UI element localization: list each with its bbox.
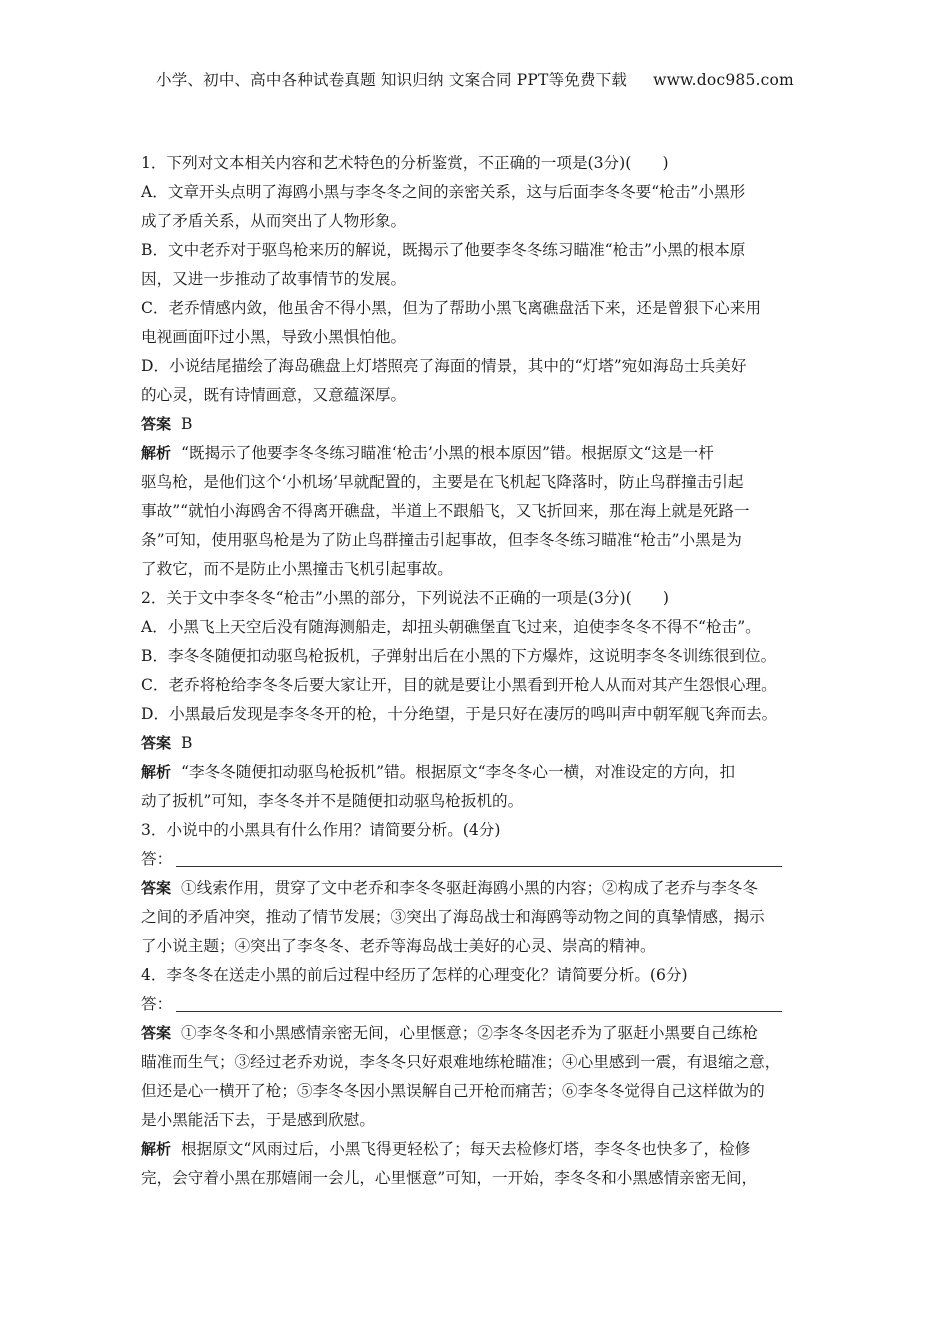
- text-line: B．李冬冬随便扣动驱鸟枪扳机，子弹射出后在小黑的下方爆炸，这说明李冬冬训练很到位。: [141, 647, 777, 665]
- text-line: C．老乔将枪给李冬冬后要大家让开，目的就是要让小黑看到开枪人从而对其产生怨恨心理。: [141, 676, 777, 694]
- text-line: 的心灵，既有诗情画意，又意蕴深厚。: [141, 386, 407, 404]
- answer-label: 答案: [141, 879, 172, 897]
- text-line: 事故”“就怕小海鸥舍不得离开礁盘，半道上不跟船飞，又飞折回来，那在海上就是死路一: [141, 502, 750, 520]
- text-line: 之间的矛盾冲突，推动了情节发展；③突出了海岛战士和海鸥等动物之间的真挚情感，揭示: [141, 908, 765, 926]
- answer-line: [141, 410, 821, 439]
- answer-blank-line: [141, 990, 821, 1019]
- text-line: C．老乔情感内敛，他虽舍不得小黑，但为了帮助小黑飞离礁盘活下来，还是曾狠下心来用: [141, 299, 762, 317]
- answer-value: ①李冬冬和小黑感情亲密无间，心里惬意；②李冬冬因老乔为了驱赶小黑要自己练枪: [181, 1024, 758, 1042]
- text-line: 电视画面吓过小黑，导致小黑惧怕他。: [141, 328, 407, 346]
- analysis-text: “既揭示了他要李冬冬练习瞄准‘枪击’小黑的根本原因”错。根据原文“这是一杆: [181, 444, 714, 462]
- text-line: 动了扳机”可知，李冬冬并不是随便扣动驱鸟枪扳机的。: [141, 792, 524, 810]
- text-line: 1．下列对文本相关内容和艺术特色的分析鉴赏，不正确的一项是(3分)( ): [141, 154, 669, 172]
- answer-label: 答案: [141, 734, 172, 752]
- header-text: 小学、初中、高中各种试卷真题 知识归纳 文案合同 PPT等免费下载: [156, 71, 628, 89]
- analysis-line: [141, 758, 821, 787]
- answer-line: [141, 874, 821, 903]
- analysis-line: [141, 1135, 821, 1164]
- answer-line: [141, 729, 821, 758]
- text-line: A．文章开头点明了海鸥小黑与李冬冬之间的亲密关系，这与后面李冬冬要“枪击”小黑形: [141, 183, 746, 201]
- blank-underline: [176, 1010, 782, 1012]
- text-line: D．小黑最后发现是李冬冬开的枪，十分绝望，于是只好在凄厉的鸣叫声中朝军舰飞奔而去。: [141, 705, 778, 723]
- text-line: 驱鸟枪，是他们这个‘小机场’早就配置的，主要是在飞机起飞降落时，防止鸟群撞击引起: [141, 473, 744, 491]
- answer-prompt: 答：: [141, 995, 173, 1013]
- page-header: [0, 68, 950, 90]
- answer-label: 答案: [141, 415, 172, 433]
- analysis-line: [141, 439, 821, 468]
- answer-value: B: [181, 734, 193, 752]
- answer-label: 答案: [141, 1024, 172, 1042]
- text-line: 条”可知，使用驱鸟枪是为了防止鸟群撞击引起事故，但李冬冬练习瞄准“枪击”小黑是为: [141, 531, 742, 549]
- text-line: 瞄准而生气；③经过老乔劝说，李冬冬只好艰难地练枪瞄准；④心里感到一震，有退缩之意，: [141, 1053, 781, 1071]
- text-line: B．文中老乔对于驱鸟枪来历的解说，既揭示了他要李冬冬练习瞄准“枪击”小黑的根本原: [141, 241, 746, 259]
- text-line: 了小说主题；④突出了李冬冬、老乔等海岛战士美好的心灵、崇高的精神。: [141, 937, 656, 955]
- text-line: 因，又进一步推动了故事情节的发展。: [141, 270, 407, 288]
- text-line: 2．关于文中李冬冬“枪击”小黑的部分，下列说法不正确的一项是(3分)( ): [141, 589, 669, 607]
- header-site: www.doc985.com: [653, 71, 794, 89]
- analysis-label: 解析: [141, 1140, 172, 1158]
- text-line: 完，会守着小黑在那嬉闹一会儿，心里惬意”可知，一开始，李冬冬和小黑感情亲密无间，: [141, 1169, 758, 1187]
- text-line: 4．李冬冬在送走小黑的前后过程中经历了怎样的心理变化？请简要分析。(6分): [141, 966, 688, 984]
- analysis-text: 根据原文“风雨过后，小黑飞得更轻松了；每天去检修灯塔，李冬冬也快多了，检修: [181, 1140, 751, 1158]
- text-line: D．小说结尾描绘了海岛礁盘上灯塔照亮了海面的情景，其中的“灯塔”宛如海岛士兵美好: [141, 357, 747, 375]
- analysis-label: 解析: [141, 763, 172, 781]
- analysis-text: “李冬冬随便扣动驱鸟枪扳机”错。根据原文“李冬冬心一横，对准设定的方向，扣: [181, 763, 736, 781]
- text-line: 是小黑能活下去，于是感到欣慰。: [141, 1111, 375, 1129]
- blank-underline: [176, 865, 782, 867]
- answer-value: B: [181, 415, 193, 433]
- text-line: 了救它，而不是防止小黑撞击飞机引起事故。: [141, 560, 453, 578]
- answer-prompt: 答：: [141, 850, 173, 868]
- answer-value: ①线索作用，贯穿了文中老乔和李冬冬驱赶海鸥小黑的内容；②构成了老乔与李冬冬: [181, 879, 758, 897]
- text-line: 但还是心一横开了枪；⑤李冬冬因小黑误解自己开枪而痛苦；⑥李冬冬觉得自己这样做为的: [141, 1082, 765, 1100]
- answer-blank-line: [141, 845, 821, 874]
- text-line: A．小黑飞上天空后没有随海测船走，却扭头朝礁堡直飞过来，迫使李冬冬不得不“枪击”。: [141, 618, 761, 636]
- text-line: 3．小说中的小黑具有什么作用？请简要分析。(4分): [141, 821, 501, 839]
- document-body: [141, 149, 821, 1193]
- answer-line: [141, 1019, 821, 1048]
- text-line: 成了矛盾关系，从而突出了人物形象。: [141, 212, 407, 230]
- analysis-label: 解析: [141, 444, 172, 462]
